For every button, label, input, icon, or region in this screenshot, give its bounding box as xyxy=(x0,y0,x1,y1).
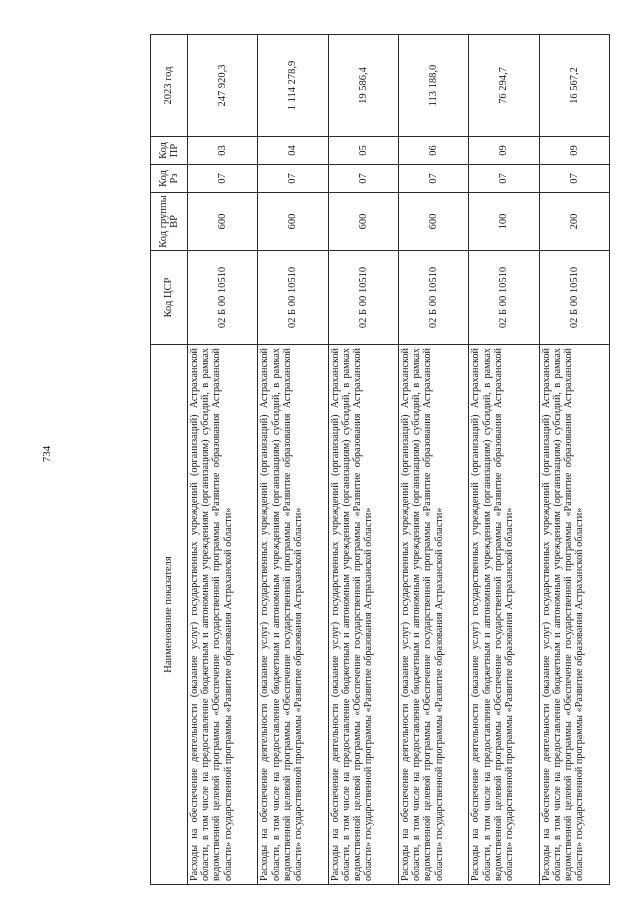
row-amount: 1 114 278,9 xyxy=(258,35,328,137)
budget-table-sheet xyxy=(150,35,610,885)
header-name: Наименование показателя xyxy=(151,345,188,885)
row-description: Расходы на обеспечение деятельности (оказание услуг) государственных учреждений (организаций) Астраханской области, в том числе на предоставление бюджетным и автономным учреждениям (организациям) субсидий, в рамках ведомственной целевой программы «Обеспечение государственной программы «Развитие образования Астраханской области» государственной программы «Развитие образования Астраханской области» xyxy=(398,345,468,885)
row-amount: 76 294,7 xyxy=(469,35,539,137)
row-vr-code: 600 xyxy=(398,193,468,251)
row-description: Расходы на обеспечение деятельности (оказание услуг) государственных учреждений (организаций) Астраханской области, в том числе на предоставление бюджетным и автономным учреждениям (организациям) субсидий, в рамках ведомственной целевой программы «Обеспечение государственной программы «Развитие образования Астраханской области» государственной программы «Развитие образования Астраханской области» xyxy=(539,345,609,885)
row-pr-code: 04 xyxy=(258,137,328,165)
row-pr-code: 03 xyxy=(188,137,258,165)
header-rz: Код Рз xyxy=(151,165,188,193)
row-vr-code: 600 xyxy=(188,193,258,251)
row-csr-code: 02 Б 00 10510 xyxy=(188,251,258,345)
row-amount: 16 567,2 xyxy=(539,35,609,137)
table-row xyxy=(258,35,328,885)
header-vr: Код группы ВР xyxy=(151,193,188,251)
row-description: Расходы на обеспечение деятельности (оказание услуг) государственных учреждений (организаций) Астраханской области, в том числе на предоставление бюджетным и автономным учреждениям (организациям) субсидий, в рамках ведомственной целевой программы «Обеспечение государственной программы «Развитие образования Астраханской области» государственной программы «Развитие образования Астраханской области» xyxy=(188,345,258,885)
header-pr: Код ПР xyxy=(151,137,188,165)
row-pr-code: 09 xyxy=(539,137,609,165)
header-year: 2023 год xyxy=(151,35,188,137)
table-row xyxy=(188,35,258,885)
row-rz-code: 07 xyxy=(258,165,328,193)
table-row xyxy=(539,35,609,885)
row-rz-code: 07 xyxy=(539,165,609,193)
row-csr-code: 02 Б 00 10510 xyxy=(328,251,398,345)
row-rz-code: 07 xyxy=(188,165,258,193)
row-description: Расходы на обеспечение деятельности (оказание услуг) государственных учреждений (организаций) Астраханской области, в том числе на предоставление бюджетным и автономным учреждениям (организациям) субсидий, в рамках ведомственной целевой программы «Обеспечение государственной программы «Развитие образования Астраханской области» государственной программы «Развитие образования Астраханской области» xyxy=(469,345,539,885)
row-rz-code: 07 xyxy=(398,165,468,193)
row-vr-code: 600 xyxy=(258,193,328,251)
header-csr: Код ЦСР xyxy=(151,251,188,345)
row-vr-code: 200 xyxy=(539,193,609,251)
table-row xyxy=(469,35,539,885)
row-amount: 113 188,0 xyxy=(398,35,468,137)
row-amount: 247 920,3 xyxy=(188,35,258,137)
row-pr-code: 09 xyxy=(469,137,539,165)
row-csr-code: 02 Б 00 10510 xyxy=(469,251,539,345)
row-description: Расходы на обеспечение деятельности (оказание услуг) государственных учреждений (организаций) Астраханской области, в том числе на предоставление бюджетным и автономным учреждениям (организациям) субсидий, в рамках ведомственной целевой программы «Обеспечение государственной программы «Развитие образования Астраханской области» государственной программы «Развитие образования Астраханской области» xyxy=(328,345,398,885)
table-row xyxy=(328,35,398,885)
row-vr-code: 600 xyxy=(328,193,398,251)
table-header-row xyxy=(151,35,188,885)
table-row xyxy=(398,35,468,885)
row-pr-code: 06 xyxy=(398,137,468,165)
row-vr-code: 100 xyxy=(469,193,539,251)
row-description: Расходы на обеспечение деятельности (оказание услуг) государственных учреждений (организаций) Астраханской области, в том числе на предоставление бюджетным и автономным учреждениям (организациям) субсидий, в рамках ведомственной целевой программы «Обеспечение государственной программы «Развитие образования Астраханской области» государственной программы «Развитие образования Астраханской области» xyxy=(258,345,328,885)
budget-table xyxy=(150,34,610,885)
page-number: 734 xyxy=(41,445,53,463)
row-pr-code: 05 xyxy=(328,137,398,165)
row-rz-code: 07 xyxy=(328,165,398,193)
row-csr-code: 02 Б 00 10510 xyxy=(258,251,328,345)
row-rz-code: 07 xyxy=(469,165,539,193)
row-csr-code: 02 Б 00 10510 xyxy=(539,251,609,345)
row-amount: 19 586,4 xyxy=(328,35,398,137)
row-csr-code: 02 Б 00 10510 xyxy=(398,251,468,345)
